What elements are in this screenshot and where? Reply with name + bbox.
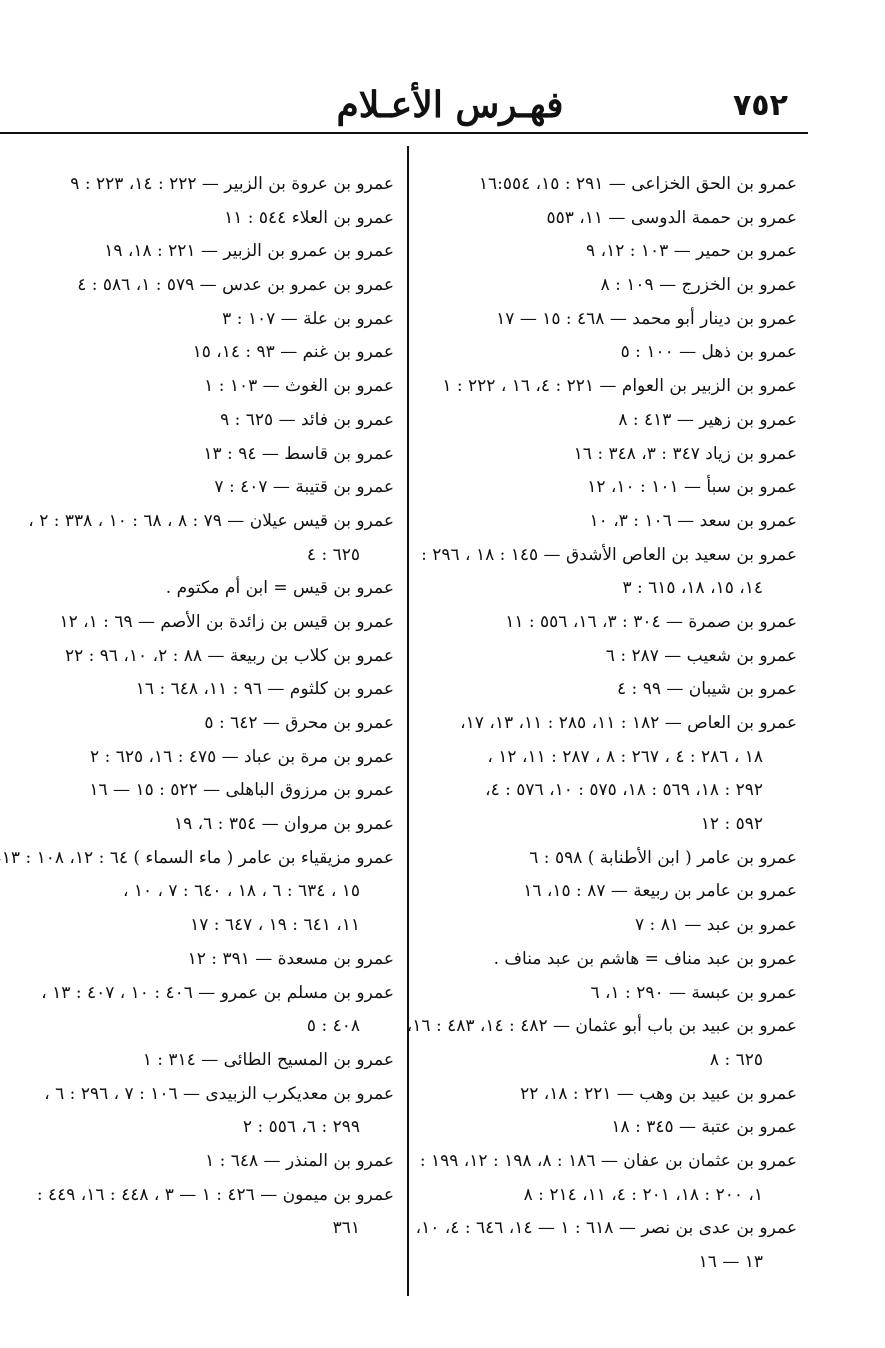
index-entry-continuation: ١، ٢٠٠ : ١٨، ٢٠١ : ٤، ١١، ٢١٤ : ٨: [523, 1184, 763, 1205]
index-entry-continuation: ٦٢٥ : ٤: [306, 544, 360, 565]
index-entry-continuation: ١١، ٦٤١ : ١٩ ، ٦٤٧ : ١٧: [190, 915, 360, 936]
index-entry-continuation: ١٥ ، ٦٣٤ : ٦ ، ١٨ ، ٦٤٠ : ٧ ، ١٠ ،: [122, 881, 360, 902]
index-entry: عمرو بن ميمون — ٤٢٦ : ١ — ٣ ، ٤٤٨ : ١٦، ٤٤٩ :: [36, 1184, 394, 1205]
index-entry: عمرو بن العلاء ٥٤٤ : ١١: [224, 207, 394, 228]
index-entry: عمرو بن زهير — ٤١٣ : ٨: [618, 409, 797, 430]
index-entry-continuation: ٢٩٩ : ٦، ٥٥٦ : ٢: [242, 1117, 360, 1138]
index-entry: عمرو بن الزبير بن العوام — ٢٢١ : ٤، ١٦ ، ٢٢٢ : ١: [442, 376, 797, 397]
index-entry: عمرو بن عبسة — ٢٩٠ : ١، ٦: [590, 982, 797, 1003]
index-entry: عمرو بن مسلم بن عمرو — ٤٠٦ : ١٠ ، ٤٠٧ : ١٣ ،: [41, 982, 394, 1003]
index-entry: عمرو بن مسعدة — ٣٩١ : ١٢: [187, 948, 394, 969]
index-entry: عمرو بن الحق الخزاعى — ٢٩١ : ١٥، ١٦:٥٥٤: [478, 174, 797, 194]
index-entry: عمرو بن عروة بن الزبير — ٢٢٢ : ١٤، ٢٢٣ : ٩: [70, 174, 394, 194]
index-entry: عمرو بن الخزرج — ١٠٩ : ٨: [600, 275, 797, 296]
index-entry-continuation: ١٣ — ١٦: [698, 1252, 763, 1272]
index-entry: عمرو بن زياد ٣٤٧ : ٣، ٣٤٨ : ١٦: [573, 443, 797, 464]
index-entry: عمرو بن محرق — ٦٤٢ : ٥: [204, 713, 394, 733]
index-entry: عمرو بن سعد — ١٠٦ : ٣، ١٠: [589, 510, 797, 531]
index-entry: عمرو بن عثمان بن عفان — ١٨٦ : ٨، ١٩٨ : ١٢، ١٩٩ :: [419, 1150, 797, 1171]
index-entry: عمرو بن علة — ١٠٧ : ٣: [222, 308, 394, 329]
index-entry: عمرو بن قيس بن زائدة بن الأصم — ٦٩ : ١، ١٢: [59, 611, 394, 632]
index-entry: عمرو بن كلثوم — ٩٦ : ١١، ٦٤٨ : ١٦: [135, 679, 394, 700]
index-entry-continuation: ١٤، ١٥، ١٨، ٦١٥ : ٣: [622, 578, 763, 599]
header-rule: [0, 132, 808, 134]
index-entry: عمرو بن المنذر — ٦٤٨ : ١: [205, 1150, 394, 1171]
index-entry: عمرو بن سعيد بن العاص الأشدق — ١٤٥ : ١٨ ، ٢٩٦ :: [421, 544, 797, 565]
column-divider: [407, 146, 409, 1296]
index-entry: عمرو بن غنم — ٩٣ : ١٤، ١٥: [192, 342, 394, 363]
index-entry: عمرو بن عمرو بن عدس — ٥٧٩ : ١، ٥٨٦ : ٤: [77, 275, 394, 296]
index-entry: عمرو بن معديكرب الزبيدى — ١٠٦ : ٧ ، ٢٩٦ : ٦ ،: [44, 1083, 394, 1104]
index-entry: عمرو بن عدى بن نصر — ٦١٨ : ١ — ١٤، ٦٤٦ : ٤، ١٠،: [415, 1218, 797, 1239]
index-entry: عمرو بن مرة بن عباد — ٤٧٥ : ١٦، ٦٢٥ : ٢: [90, 746, 394, 767]
index-entry: عمرو بن عمرو بن الزبير — ٢٢١ : ١٨، ١٩: [104, 241, 394, 262]
index-entry: عمرو بن كلاب بن ربيعة — ٨٨ : ٢، ١٠، ٩٦ : ٢٢: [64, 645, 394, 666]
index-entry-continuation: ١٨ ، ٢٨٦ : ٤ ، ٢٦٧ : ٨ ، ٢٨٧ : ١١، ١٢ ،: [487, 746, 763, 767]
index-entry: عمرو بن العاص — ١٨٢ : ١١، ٢٨٥ : ١١، ١٣، ١٧،: [460, 713, 797, 733]
index-entry: عمرو بن عتبة — ٣٤٥ : ١٨: [611, 1117, 797, 1138]
index-entry-continuation: ٥٩٢ : ١٢: [700, 814, 763, 835]
index-entry: عمرو بن قتيبة — ٤٠٧ : ٧: [214, 477, 394, 498]
index-entry: عمرو بن حممة الدوسى — ١١، ٥٥٣: [546, 207, 797, 228]
index-entry: عمرو مزيقياء بن عامر ( ماء السماء ) ٦٤ : ١٢، ١٠٨ : ١٣: [1, 847, 394, 868]
index-entry: عمرو بن قاسط — ٩٤ : ١٣: [203, 443, 394, 464]
index-entry-continuation: ٣٦١: [332, 1218, 360, 1239]
index-entry: عمرو بن ذهل — ١٠٠ : ٥: [620, 342, 797, 363]
index-entry: عمرو بن فائد — ٦٢٥ : ٩: [220, 409, 394, 430]
index-entry: عمرو بن قيس عيلان — ٧٩ : ٨ ، ٦٨ : ١٠ ، ٣٣٨ : ٢ ،: [28, 510, 394, 531]
index-entry: عمرو بن مروان — ٣٥٤ : ٦، ١٩: [173, 814, 394, 835]
right-column: [406, 168, 797, 1280]
index-entry: عمرو بن مرزوق الباهلى — ٥٢٢ : ١٥ — ١٦: [89, 780, 394, 801]
index-entry: عمرو بن الغوث — ١٠٣ : ١: [204, 376, 394, 397]
index-entry: عمرو بن عبد مناف = هاشم بن عبد مناف .: [493, 948, 797, 969]
page-title: فهـرس الأعـلام: [336, 84, 564, 126]
index-entry: عمرو بن قيس = ابن أم مكتوم .: [165, 578, 394, 599]
index-entry: عمرو بن صمرة — ٣٠٤ : ٣، ١٦، ٥٥٦ : ١١: [505, 611, 797, 632]
index-entry-continuation: ٤٠٨ : ٥: [306, 1016, 360, 1037]
left-column: [1, 168, 394, 1246]
index-entry-continuation: ٢٩٢ : ١٨، ٥٦٩ : ١٨، ٥٧٥ : ١٠، ٥٧٦ : ٤،: [485, 780, 763, 801]
index-entry: عمرو بن المسيح الطائى — ٣١٤ : ١: [142, 1049, 394, 1070]
index-entry: عمرو بن شعيب — ٢٨٧ : ٦: [605, 645, 797, 666]
index-entry: عمرو بن عبيد بن وهب — ٢٢١ : ١٨، ٢٢: [520, 1083, 797, 1104]
index-entry: عمرو بن عامر ( ابن الأطنابة ) ٥٩٨ : ٦: [529, 847, 797, 868]
index-entry: عمرو بن سبأ — ١٠١ : ١٠، ١٢: [587, 477, 797, 498]
index-entry-continuation: ٦٢٥ : ٨: [709, 1049, 763, 1070]
index-entry: عمرو بن عبد — ٨١ : ٧: [635, 915, 797, 936]
index-entry: عمرو بن عبيد بن باب أبو عثمان — ٤٨٢ : ١٤، ٤٨٣ : ١٦،: [406, 1016, 797, 1037]
page-number: ٧٥٢: [733, 88, 788, 123]
index-entry: عمرو بن شيبان — ٩٩ : ٤: [617, 679, 797, 700]
index-entry: عمرو بن حمير — ١٠٣ : ١٢، ٩: [586, 241, 797, 262]
index-entry: عمرو بن دينار أبو محمد — ٤٦٨ : ١٥ — ١٧: [496, 308, 797, 329]
index-entry: عمرو بن عامر بن ربيعة — ٨٧ : ١٥، ١٦: [523, 881, 797, 902]
